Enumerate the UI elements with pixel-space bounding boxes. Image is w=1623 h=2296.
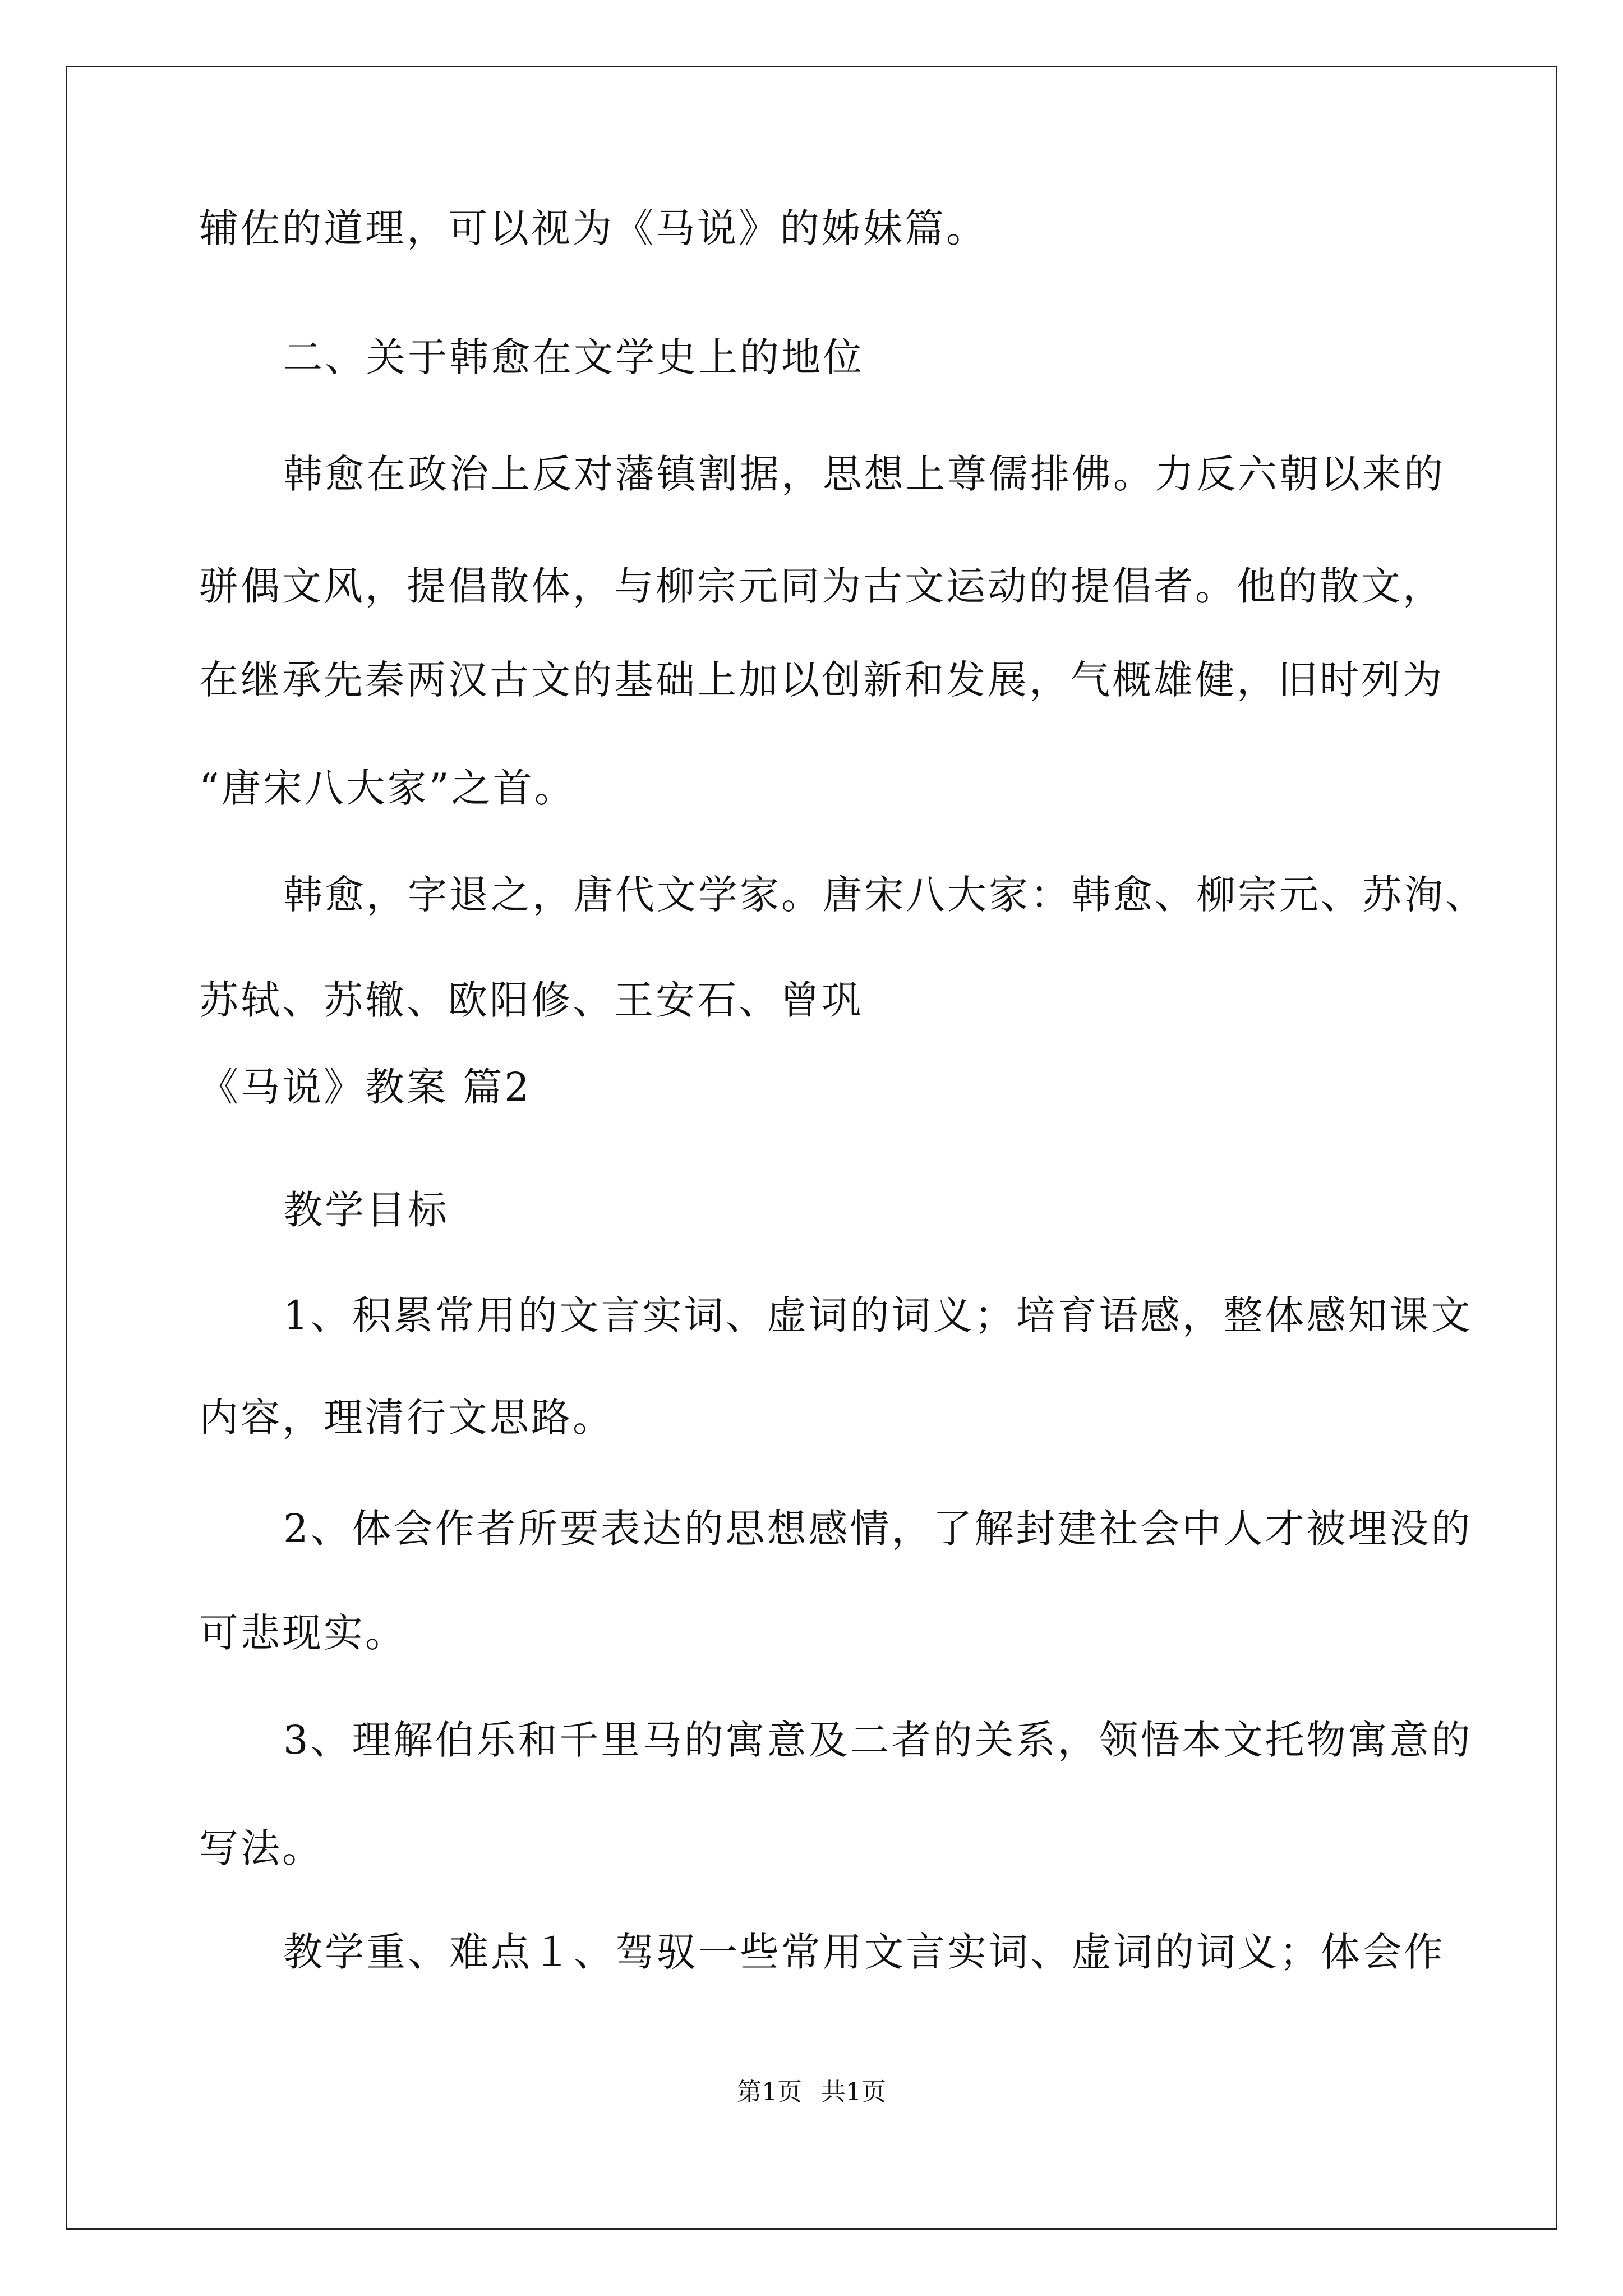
section-title: 二、关于韩愈在文学史上的地位 [283,334,864,380]
paragraph-line-8: 苏轼、苏辙、欧阳修、王安石、曾巩 [199,977,863,1023]
page-number: 第1页 [737,2078,802,2106]
paragraph-line-4: 骈偶文风，提倡散体，与柳宗元同为古文运动的提倡者。他的散文， [199,563,1444,609]
goal-2-line-1: 2、体会作者所要表达的思想感情，了解封建社会中人才被埋没的 [283,1506,1473,1552]
page-footer [0,2076,1623,2109]
paragraph-line-6: “唐宋八大家”之首。 [199,765,576,811]
paragraph-line-7: 韩愈，字退之，唐代文学家。唐宋八大家：韩愈、柳宗元、苏洵、 [283,872,1487,918]
goal-2-line-2: 可悲现实。 [199,1610,407,1656]
goal-1-line-2: 内容，理清行文思路。 [199,1395,614,1441]
paragraph-line-5: 在继承先秦两汉古文的基础上加以创新和发展，气概雄健，旧时列为 [199,657,1444,703]
page-border [66,66,1557,2230]
paragraph-line-1: 辅佐的道理，可以视为《马说》的姊妹篇。 [199,205,988,251]
paragraph-line-3: 韩愈在政治上反对藩镇割据，思想上尊儒排佛。力反六朝以来的 [283,451,1445,497]
key-points-line: 教学重、难点１、驾驭一些常用文言实词、虚词的词义；体会作 [283,1929,1445,1975]
goal-3-line-2: 写法。 [199,1825,324,1871]
goal-1-line-1: 1、积累常用的文言实词、虚词的词义；培育语感，整体感知课文 [283,1292,1473,1338]
teaching-goals-heading: 教学目标 [283,1187,449,1233]
goal-3-line-1: 3、理解伯乐和千里马的寓意及二者的关系，领悟本文托物寓意的 [283,1717,1473,1763]
section-heading: 《马说》教案 篇2 [199,1064,532,1110]
page-total: 共1页 [821,2078,886,2106]
